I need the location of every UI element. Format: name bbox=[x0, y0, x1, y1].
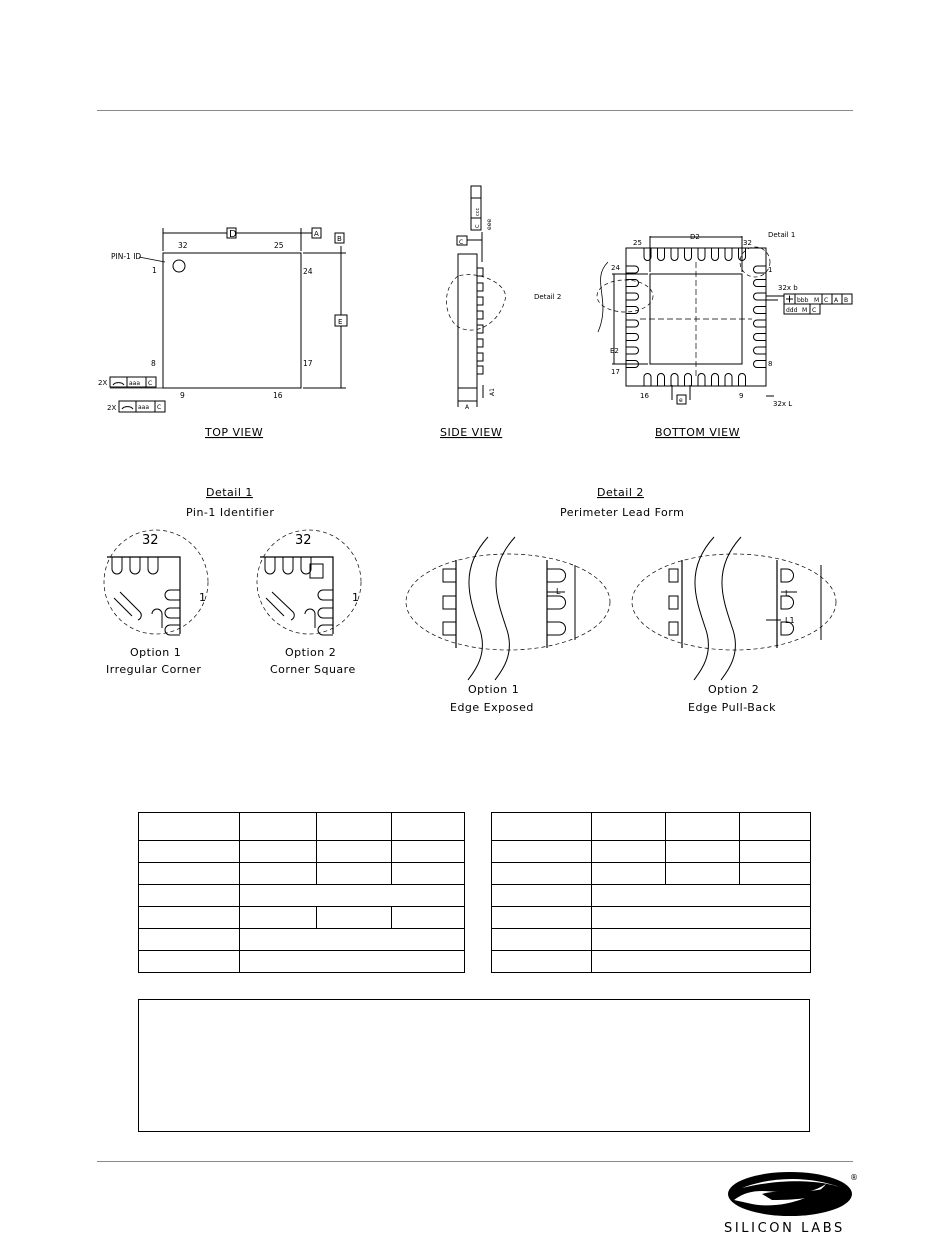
bottom-view-caption: BOTTOM VIEW bbox=[655, 426, 740, 439]
logo-text: SILICON LABS bbox=[724, 1221, 845, 1236]
top-pin-9: 9 bbox=[180, 391, 185, 400]
top-view-caption: TOP VIEW bbox=[205, 426, 264, 439]
bv-tol-b: B bbox=[844, 297, 849, 304]
d1o1-pin1: 1 bbox=[199, 591, 206, 604]
bottom-pad bbox=[698, 248, 705, 261]
dim-e2-label: E2 bbox=[610, 347, 619, 355]
detail1-option2 bbox=[257, 530, 361, 676]
dim-d2-label: D2 bbox=[690, 233, 700, 241]
side-view-leads bbox=[477, 268, 483, 374]
top-pin-16: 16 bbox=[273, 391, 283, 400]
tol2-datum: C bbox=[157, 404, 162, 411]
header-rule bbox=[97, 110, 853, 111]
tol2-value: aaa bbox=[138, 404, 150, 411]
table-row bbox=[492, 885, 811, 907]
bv-pin-25: 25 bbox=[633, 239, 642, 247]
bottom-pad bbox=[712, 374, 719, 387]
table-row bbox=[492, 951, 811, 973]
bv-pin-24: 24 bbox=[611, 264, 620, 272]
dimension-table-right bbox=[491, 812, 811, 973]
package-drawing bbox=[0, 150, 950, 740]
table-row bbox=[139, 929, 465, 951]
bottom-pad bbox=[685, 248, 692, 261]
d1o2-caption1: Option 2 bbox=[285, 646, 337, 659]
bv-pin-32: 32 bbox=[743, 239, 752, 247]
bottom-pad bbox=[754, 334, 767, 341]
bottom-pad bbox=[644, 374, 651, 387]
d1o2-caption2: Corner Square bbox=[270, 663, 356, 676]
table-row bbox=[492, 907, 811, 929]
side-view-body bbox=[458, 254, 477, 388]
d2o1-caption1: Option 1 bbox=[468, 683, 520, 696]
d2o1-l-label: L bbox=[556, 587, 561, 596]
detail2 bbox=[406, 486, 836, 714]
bottom-pad bbox=[671, 248, 678, 261]
bv-tol-bbb: bbb bbox=[797, 297, 809, 304]
d2o2-l-label: L bbox=[785, 589, 790, 598]
table-row bbox=[139, 951, 465, 973]
bottom-pad bbox=[725, 374, 732, 387]
top-pin-8: 8 bbox=[151, 359, 156, 368]
table-row bbox=[139, 907, 465, 929]
bv-detail1-label: Detail 1 bbox=[768, 231, 796, 239]
detail2-subtitle: Perimeter Lead Form bbox=[560, 506, 685, 519]
table-row bbox=[492, 813, 811, 841]
bottom-pad bbox=[626, 266, 639, 273]
bv-tol-c1: C bbox=[824, 297, 829, 304]
bv-pin-17: 17 bbox=[611, 368, 620, 376]
dim-e-label: E bbox=[338, 318, 343, 326]
side-datum-c: C bbox=[459, 239, 464, 246]
bottom-pad bbox=[754, 361, 767, 368]
side-view bbox=[440, 186, 506, 439]
table-row bbox=[139, 841, 465, 863]
bottom-pad bbox=[626, 293, 639, 300]
table-row bbox=[492, 929, 811, 951]
d2o2-caption1: Option 2 bbox=[708, 683, 760, 696]
bv-tol-m2: M bbox=[802, 307, 808, 314]
bv-pin-9: 9 bbox=[739, 392, 744, 400]
bottom-pad bbox=[754, 280, 767, 287]
dim-e-pitch-label: e bbox=[679, 397, 683, 404]
top-pin-24: 24 bbox=[303, 267, 313, 276]
pin1-id-label: PIN-1 ID bbox=[111, 252, 142, 261]
d1o1-caption1: Option 1 bbox=[130, 646, 182, 659]
bottom-pad bbox=[754, 320, 767, 327]
bv-b-label: 32x b bbox=[778, 284, 798, 292]
top-pin-1: 1 bbox=[152, 266, 157, 275]
table-row bbox=[139, 863, 465, 885]
d1o2-pin1: 1 bbox=[352, 591, 359, 604]
bottom-pad bbox=[725, 248, 732, 261]
silicon-labs-logo bbox=[722, 1170, 862, 1236]
pin1-indicator bbox=[173, 260, 185, 272]
d1o1-pin32: 32 bbox=[142, 533, 159, 548]
d1o1-caption2: Irregular Corner bbox=[106, 663, 202, 676]
bottom-pad bbox=[658, 248, 665, 261]
bv-detail2-label: Detail 2 bbox=[534, 293, 562, 301]
tol-frame-2 bbox=[107, 401, 165, 412]
bottom-pad bbox=[754, 293, 767, 300]
tol1-mult: 2X bbox=[98, 379, 108, 387]
detail2-option2 bbox=[632, 537, 836, 714]
bv-tol-a: A bbox=[834, 297, 839, 304]
side-view-caption: SIDE VIEW bbox=[440, 426, 503, 439]
dim-d-label: D bbox=[229, 229, 237, 240]
top-pin-17: 17 bbox=[303, 359, 313, 368]
bottom-pad bbox=[739, 374, 746, 387]
table-row bbox=[492, 863, 811, 885]
detail1-option1 bbox=[104, 530, 208, 676]
detail1 bbox=[104, 486, 361, 676]
bottom-pad bbox=[754, 347, 767, 354]
bottom-pad bbox=[754, 307, 767, 314]
bv-pin-16: 16 bbox=[640, 392, 649, 400]
bottom-pad bbox=[658, 374, 665, 387]
bottom-pad bbox=[671, 374, 678, 387]
top-pin-32: 32 bbox=[178, 241, 188, 250]
logo-registered: ® bbox=[850, 1173, 858, 1182]
bv-pin-8: 8 bbox=[768, 360, 773, 368]
notes-box bbox=[138, 999, 810, 1132]
d2o2-l1-label: L1 bbox=[785, 616, 795, 625]
tol1-value: aaa bbox=[129, 380, 141, 387]
bottom-pad bbox=[754, 266, 767, 273]
bottom-pad bbox=[698, 374, 705, 387]
bottom-view bbox=[534, 231, 852, 439]
top-view-body bbox=[163, 253, 301, 388]
table-row bbox=[492, 841, 811, 863]
top-view bbox=[98, 228, 347, 439]
tol1-datum: C bbox=[148, 380, 153, 387]
bv-pin-1: 1 bbox=[768, 266, 773, 274]
detail1-subtitle: Pin-1 Identifier bbox=[186, 506, 275, 519]
side-tol-e: eee bbox=[486, 218, 493, 230]
detail2-title: Detail 2 bbox=[597, 486, 644, 499]
bv-tol-c2: C bbox=[812, 307, 817, 314]
table-row bbox=[139, 885, 465, 907]
bv-l-label: 32x L bbox=[773, 400, 793, 408]
d2o1-caption2: Edge Exposed bbox=[450, 701, 534, 714]
detail2-option1 bbox=[406, 537, 610, 714]
datum-a-label: A bbox=[314, 230, 319, 238]
tol2-mult: 2X bbox=[107, 404, 117, 412]
side-dim-a1: A1 bbox=[489, 388, 496, 396]
side-tol-ccc: ccc bbox=[475, 207, 481, 216]
side-tol-c: C bbox=[475, 224, 481, 228]
bottom-pad bbox=[685, 374, 692, 387]
bottom-pad bbox=[712, 248, 719, 261]
bottom-pad bbox=[626, 334, 639, 341]
d2o2-caption2: Edge Pull-Back bbox=[688, 701, 776, 714]
tol-frame-1 bbox=[98, 377, 156, 387]
detail1-title: Detail 1 bbox=[206, 486, 253, 499]
d1o2-pin32: 32 bbox=[295, 533, 312, 548]
bv-tol-m1: M bbox=[814, 297, 820, 304]
footer-rule bbox=[97, 1161, 853, 1162]
bottom-pad bbox=[626, 347, 639, 354]
dimension-table-left bbox=[138, 812, 465, 973]
datum-b-label: B bbox=[337, 235, 342, 243]
bottom-pad bbox=[626, 307, 639, 314]
bv-tol-ddd: ddd bbox=[786, 307, 798, 314]
bottom-pad bbox=[626, 320, 639, 327]
table-row bbox=[139, 813, 465, 841]
side-dim-a: A bbox=[465, 404, 470, 411]
top-pin-25: 25 bbox=[274, 241, 284, 250]
